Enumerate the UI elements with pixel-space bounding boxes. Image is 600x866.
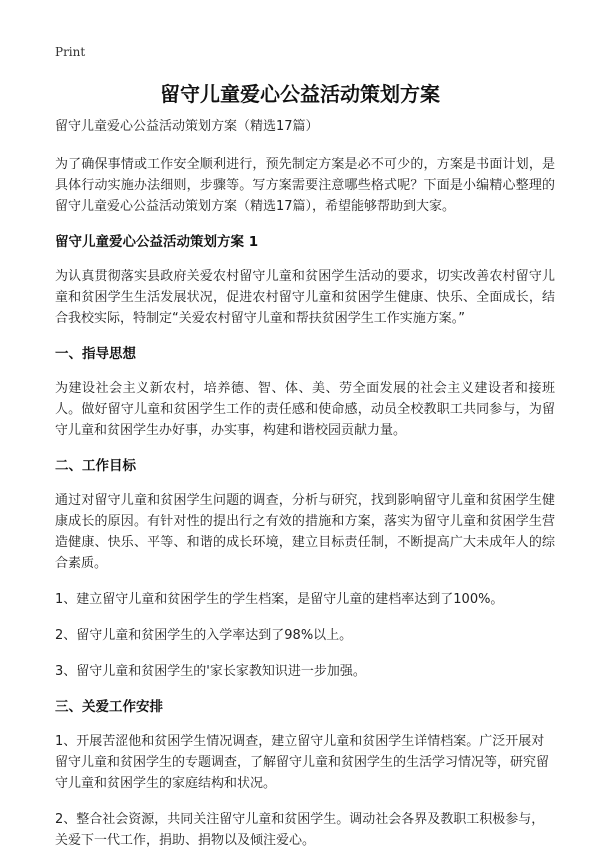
heading-work-goals: 二、工作目标 — [55, 458, 136, 474]
arrangement-item: 1、开展苦涩他和贫困学生情况调查，建立留守儿童和贫困学生详情档案。广泛开展对留守儿童和贫困学生的专题调查，了解留守儿童和贫困学生的生活学习情况等，研究留守儿童和贫困学生的家庭结构和状况。 — [55, 734, 550, 791]
section-heading-1: 留守儿童爱心公益活动策划方案 1 — [55, 234, 259, 250]
arrangement-item: 2、整合社会资源，共同关注留守儿童和贫困学生。调动社会各界及教职工积极参与，关爱下一代工作，捐助、捐物以及倾注爱心。 — [55, 812, 545, 848]
heading-guiding-ideology: 一、指导思想 — [55, 346, 136, 362]
document-subtitle: 留守儿童爱心公益活动策划方案（精选17篇） — [55, 119, 319, 134]
section1-paragraph: 为认真贯彻落实县政府关爱农村留守儿童和贫困学生活动的要求，切实改善农村留守儿童和贫困学生生活发展状况，促进农村留守儿童和贫困学生健康、快乐、全面成长，结合我校实际，特制定“关爱农村留守儿童和帮扶贫困学生工作实施方案。” — [55, 269, 555, 326]
print-link[interactable]: Print — [55, 45, 86, 59]
goal-item: 1、建立留守儿童和贫困学生的学生档案，是留守儿童的建档率达到了100%。 — [55, 592, 504, 607]
page-title: 留守儿童爱心公益活动策划方案 — [160, 82, 440, 106]
intro-paragraph: 为了确保事情或工作安全顺利进行，预先制定方案是必不可少的，方案是书面计划，是具体行动实施办法细则，步骤等。写方案需要注意哪些格式呢？下面是小编精心整理的留守儿童爱心公益活动策划方案（精选17篇），希望能够帮助到大家。 — [55, 157, 555, 214]
document-body — [55, 116, 555, 866]
goal-item: 3、留守儿童和贫困学生的'家长家教知识进一步加强。 — [55, 664, 366, 679]
heading-care-arrangements: 三、关爱工作安排 — [55, 699, 163, 715]
guiding-paragraph: 为建设社会主义新农村，培养德、智、体、美、劳全面发展的社会主义建设者和接班人。做好留守儿童和贫困学生工作的责任感和使命感，动员全校教职工共同参与，为留守儿童和贫困学生办好事，办实事，构建和谐校园贡献力量。 — [55, 381, 555, 438]
goal-item: 2、留守儿童和贫困学生的入学率达到了98%以上。 — [55, 628, 353, 643]
goals-paragraph: 通过对留守儿童和贫困学生问题的调查，分析与研究，找到影响留守儿童和贫困学生健康成长的原因。有针对性的提出行之有效的措施和方案，落实为留守儿童和贫困学生营造健康、快乐、平等、和谐的成长环境，建立目标责任制，不断提高广大未成年人的综合素质。 — [55, 493, 555, 571]
